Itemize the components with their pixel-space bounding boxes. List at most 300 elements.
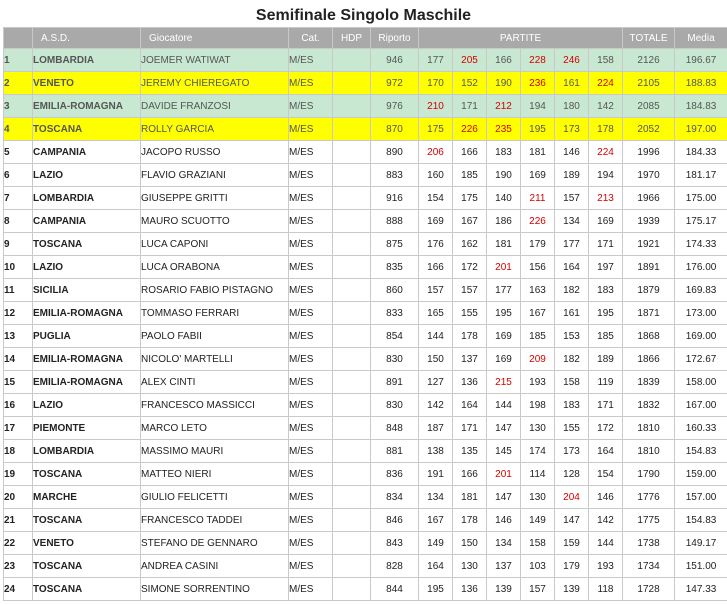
media-cell: 181.17 xyxy=(675,164,727,187)
game-score-cell: 179 xyxy=(521,233,555,256)
totale-cell: 1966 xyxy=(623,187,675,210)
game-score-cell: 215 xyxy=(487,371,521,394)
player-cell: JACOPO RUSSO xyxy=(141,141,289,164)
game-score-cell: 189 xyxy=(555,164,589,187)
hdp-cell xyxy=(333,187,371,210)
game-score-cell: 164 xyxy=(419,555,453,578)
game-score-cell: 137 xyxy=(453,348,487,371)
game-score-cell: 183 xyxy=(589,279,623,302)
game-score-cell: 160 xyxy=(419,164,453,187)
game-score-cell: 185 xyxy=(589,325,623,348)
pos-cell: 5 xyxy=(4,141,33,164)
game-score-cell: 195 xyxy=(487,302,521,325)
category-cell: M/ES xyxy=(289,279,333,302)
media-cell: 174.33 xyxy=(675,233,727,256)
category-cell: M/ES xyxy=(289,164,333,187)
pos-cell: 15 xyxy=(4,371,33,394)
totale-cell: 2126 xyxy=(623,49,675,72)
game-score-cell: 213 xyxy=(589,187,623,210)
game-score-cell: 171 xyxy=(453,95,487,118)
header-row xyxy=(4,28,727,49)
header-totale: TOTALE xyxy=(623,28,675,49)
game-score-cell: 128 xyxy=(555,463,589,486)
riporto-cell: 860 xyxy=(371,279,419,302)
asd-cell: CAMPANIA xyxy=(33,141,141,164)
game-score-cell: 228 xyxy=(521,49,555,72)
pos-cell: 9 xyxy=(4,233,33,256)
game-score-cell: 139 xyxy=(487,578,521,601)
totale-cell: 2105 xyxy=(623,72,675,95)
game-score-cell: 210 xyxy=(419,95,453,118)
player-cell: ROLLY GARCIA xyxy=(141,118,289,141)
hdp-cell xyxy=(333,302,371,325)
category-cell: M/ES xyxy=(289,440,333,463)
category-cell: M/ES xyxy=(289,95,333,118)
totale-cell: 1970 xyxy=(623,164,675,187)
game-score-cell: 140 xyxy=(487,187,521,210)
game-score-cell: 190 xyxy=(487,164,521,187)
game-score-cell: 235 xyxy=(487,118,521,141)
riporto-cell: 830 xyxy=(371,348,419,371)
game-score-cell: 152 xyxy=(453,72,487,95)
totale-cell: 2052 xyxy=(623,118,675,141)
game-score-cell: 194 xyxy=(521,95,555,118)
pos-cell: 12 xyxy=(4,302,33,325)
player-cell: ROSARIO FABIO PISTAGNO xyxy=(141,279,289,302)
media-cell: 176.00 xyxy=(675,256,727,279)
game-score-cell: 177 xyxy=(555,233,589,256)
player-cell: TOMMASO FERRARI xyxy=(141,302,289,325)
game-score-cell: 167 xyxy=(453,210,487,233)
hdp-cell xyxy=(333,486,371,509)
hdp-cell xyxy=(333,348,371,371)
hdp-cell xyxy=(333,532,371,555)
game-score-cell: 169 xyxy=(487,348,521,371)
asd-cell: LAZIO xyxy=(33,394,141,417)
table-row xyxy=(4,141,727,164)
player-cell: ALEX CINTI xyxy=(141,371,289,394)
asd-cell: LAZIO xyxy=(33,164,141,187)
media-cell: 167.00 xyxy=(675,394,727,417)
totale-cell: 1839 xyxy=(623,371,675,394)
player-cell: STEFANO DE GENNARO xyxy=(141,532,289,555)
asd-cell: EMILIA-ROMAGNA xyxy=(33,348,141,371)
game-score-cell: 119 xyxy=(589,371,623,394)
asd-cell: LOMBARDIA xyxy=(33,49,141,72)
game-score-cell: 185 xyxy=(453,164,487,187)
pos-cell: 22 xyxy=(4,532,33,555)
riporto-cell: 836 xyxy=(371,463,419,486)
game-score-cell: 206 xyxy=(419,141,453,164)
pos-cell: 19 xyxy=(4,463,33,486)
game-score-cell: 201 xyxy=(487,463,521,486)
asd-cell: SICILIA xyxy=(33,279,141,302)
game-score-cell: 205 xyxy=(453,49,487,72)
category-cell: M/ES xyxy=(289,325,333,348)
game-score-cell: 166 xyxy=(453,463,487,486)
game-score-cell: 130 xyxy=(521,486,555,509)
riporto-cell: 976 xyxy=(371,95,419,118)
player-cell: MATTEO NIERI xyxy=(141,463,289,486)
hdp-cell xyxy=(333,141,371,164)
media-cell: 154.83 xyxy=(675,509,727,532)
game-score-cell: 145 xyxy=(487,440,521,463)
pos-cell: 17 xyxy=(4,417,33,440)
game-score-cell: 164 xyxy=(555,256,589,279)
category-cell: M/ES xyxy=(289,141,333,164)
game-score-cell: 195 xyxy=(419,578,453,601)
game-score-cell: 161 xyxy=(555,302,589,325)
totale-cell: 1996 xyxy=(623,141,675,164)
category-cell: M/ES xyxy=(289,486,333,509)
game-score-cell: 147 xyxy=(487,417,521,440)
category-cell: M/ES xyxy=(289,555,333,578)
game-score-cell: 135 xyxy=(453,440,487,463)
riporto-cell: 888 xyxy=(371,210,419,233)
game-score-cell: 144 xyxy=(419,325,453,348)
header-pos xyxy=(4,28,33,49)
category-cell: M/ES xyxy=(289,578,333,601)
game-score-cell: 162 xyxy=(453,233,487,256)
game-score-cell: 167 xyxy=(521,302,555,325)
totale-cell: 1738 xyxy=(623,532,675,555)
game-score-cell: 175 xyxy=(419,118,453,141)
game-score-cell: 173 xyxy=(555,440,589,463)
player-cell: PAOLO FABII xyxy=(141,325,289,348)
totale-cell: 1891 xyxy=(623,256,675,279)
game-score-cell: 167 xyxy=(419,509,453,532)
game-score-cell: 181 xyxy=(453,486,487,509)
game-score-cell: 144 xyxy=(487,394,521,417)
game-score-cell: 189 xyxy=(589,348,623,371)
game-score-cell: 165 xyxy=(419,302,453,325)
game-score-cell: 169 xyxy=(521,164,555,187)
media-cell: 175.00 xyxy=(675,187,727,210)
game-score-cell: 179 xyxy=(555,555,589,578)
asd-cell: CAMPANIA xyxy=(33,210,141,233)
game-score-cell: 198 xyxy=(521,394,555,417)
game-score-cell: 181 xyxy=(487,233,521,256)
game-score-cell: 226 xyxy=(521,210,555,233)
game-score-cell: 211 xyxy=(521,187,555,210)
game-score-cell: 171 xyxy=(453,417,487,440)
game-score-cell: 193 xyxy=(589,555,623,578)
game-score-cell: 155 xyxy=(555,417,589,440)
totale-cell: 1734 xyxy=(623,555,675,578)
header-media: Media xyxy=(675,28,727,49)
player-cell: ANDREA CASINI xyxy=(141,555,289,578)
table-row xyxy=(4,164,727,187)
table-row xyxy=(4,394,727,417)
asd-cell: VENETO xyxy=(33,532,141,555)
game-score-cell: 158 xyxy=(589,49,623,72)
pos-cell: 13 xyxy=(4,325,33,348)
player-cell: NICOLO' MARTELLI xyxy=(141,348,289,371)
hdp-cell xyxy=(333,118,371,141)
riporto-cell: 846 xyxy=(371,509,419,532)
game-score-cell: 144 xyxy=(589,532,623,555)
category-cell: M/ES xyxy=(289,210,333,233)
category-cell: M/ES xyxy=(289,348,333,371)
hdp-cell xyxy=(333,417,371,440)
hdp-cell xyxy=(333,325,371,348)
game-score-cell: 191 xyxy=(419,463,453,486)
totale-cell: 1921 xyxy=(623,233,675,256)
hdp-cell xyxy=(333,394,371,417)
game-score-cell: 201 xyxy=(487,256,521,279)
game-score-cell: 134 xyxy=(419,486,453,509)
pos-cell: 4 xyxy=(4,118,33,141)
player-cell: GIULIO FELICETTI xyxy=(141,486,289,509)
table-row xyxy=(4,486,727,509)
pos-cell: 18 xyxy=(4,440,33,463)
riporto-cell: 875 xyxy=(371,233,419,256)
totale-cell: 1939 xyxy=(623,210,675,233)
game-score-cell: 138 xyxy=(419,440,453,463)
player-cell: FLAVIO GRAZIANI xyxy=(141,164,289,187)
media-cell: 154.83 xyxy=(675,440,727,463)
asd-cell: VENETO xyxy=(33,72,141,95)
pos-cell: 20 xyxy=(4,486,33,509)
asd-cell: TOSCANA xyxy=(33,463,141,486)
game-score-cell: 204 xyxy=(555,486,589,509)
pos-cell: 21 xyxy=(4,509,33,532)
hdp-cell xyxy=(333,256,371,279)
hdp-cell xyxy=(333,463,371,486)
hdp-cell xyxy=(333,210,371,233)
game-score-cell: 147 xyxy=(487,486,521,509)
game-score-cell: 150 xyxy=(453,532,487,555)
table-row xyxy=(4,348,727,371)
asd-cell: PIEMONTE xyxy=(33,417,141,440)
player-cell: GIUSEPPE GRITTI xyxy=(141,187,289,210)
header-asd: A.S.D. xyxy=(33,28,141,49)
game-score-cell: 195 xyxy=(521,118,555,141)
game-score-cell: 164 xyxy=(453,394,487,417)
game-score-cell: 161 xyxy=(555,72,589,95)
riporto-cell: 870 xyxy=(371,118,419,141)
game-score-cell: 183 xyxy=(555,394,589,417)
category-cell: M/ES xyxy=(289,72,333,95)
player-cell: FRANCESCO MASSICCI xyxy=(141,394,289,417)
category-cell: M/ES xyxy=(289,509,333,532)
asd-cell: EMILIA-ROMAGNA xyxy=(33,302,141,325)
totale-cell: 1810 xyxy=(623,417,675,440)
riporto-cell: 890 xyxy=(371,141,419,164)
table-row xyxy=(4,256,727,279)
game-score-cell: 173 xyxy=(555,118,589,141)
table-row xyxy=(4,210,727,233)
game-score-cell: 178 xyxy=(453,509,487,532)
game-score-cell: 149 xyxy=(419,532,453,555)
riporto-cell: 916 xyxy=(371,187,419,210)
game-score-cell: 170 xyxy=(419,72,453,95)
player-cell: MAURO SCUOTTO xyxy=(141,210,289,233)
totale-cell: 1790 xyxy=(623,463,675,486)
player-cell: SIMONE SORRENTINO xyxy=(141,578,289,601)
totale-cell: 1879 xyxy=(623,279,675,302)
table-row xyxy=(4,187,727,210)
media-cell: 175.17 xyxy=(675,210,727,233)
game-score-cell: 224 xyxy=(589,72,623,95)
game-score-cell: 183 xyxy=(487,141,521,164)
game-score-cell: 154 xyxy=(419,187,453,210)
pos-cell: 6 xyxy=(4,164,33,187)
game-score-cell: 127 xyxy=(419,371,453,394)
riporto-cell: 946 xyxy=(371,49,419,72)
asd-cell: PUGLIA xyxy=(33,325,141,348)
game-score-cell: 172 xyxy=(589,417,623,440)
pos-cell: 2 xyxy=(4,72,33,95)
game-score-cell: 169 xyxy=(487,325,521,348)
table-row xyxy=(4,532,727,555)
media-cell: 169.83 xyxy=(675,279,727,302)
media-cell: 184.33 xyxy=(675,141,727,164)
totale-cell: 2085 xyxy=(623,95,675,118)
game-score-cell: 178 xyxy=(589,118,623,141)
game-score-cell: 180 xyxy=(555,95,589,118)
game-score-cell: 157 xyxy=(453,279,487,302)
riporto-cell: 848 xyxy=(371,417,419,440)
table-row xyxy=(4,279,727,302)
game-score-cell: 197 xyxy=(589,256,623,279)
player-cell: MARCO LETO xyxy=(141,417,289,440)
asd-cell: TOSCANA xyxy=(33,233,141,256)
game-score-cell: 142 xyxy=(589,95,623,118)
media-cell: 147.33 xyxy=(675,578,727,601)
game-score-cell: 157 xyxy=(419,279,453,302)
totale-cell: 1871 xyxy=(623,302,675,325)
game-score-cell: 174 xyxy=(521,440,555,463)
game-score-cell: 146 xyxy=(589,486,623,509)
media-cell: 158.00 xyxy=(675,371,727,394)
header-cat: Cat. xyxy=(289,28,333,49)
game-score-cell: 176 xyxy=(419,233,453,256)
game-score-cell: 163 xyxy=(521,279,555,302)
asd-cell: MARCHE xyxy=(33,486,141,509)
game-score-cell: 155 xyxy=(453,302,487,325)
category-cell: M/ES xyxy=(289,532,333,555)
riporto-cell: 854 xyxy=(371,325,419,348)
media-cell: 196.67 xyxy=(675,49,727,72)
riporto-cell: 843 xyxy=(371,532,419,555)
hdp-cell xyxy=(333,279,371,302)
table-row xyxy=(4,578,727,601)
hdp-cell xyxy=(333,555,371,578)
game-score-cell: 156 xyxy=(521,256,555,279)
table-row xyxy=(4,49,727,72)
hdp-cell xyxy=(333,49,371,72)
game-score-cell: 130 xyxy=(521,417,555,440)
game-score-cell: 212 xyxy=(487,95,521,118)
game-score-cell: 154 xyxy=(589,463,623,486)
hdp-cell xyxy=(333,371,371,394)
game-score-cell: 103 xyxy=(521,555,555,578)
riporto-cell: 830 xyxy=(371,394,419,417)
riporto-cell: 833 xyxy=(371,302,419,325)
game-score-cell: 134 xyxy=(555,210,589,233)
results-body xyxy=(4,49,727,601)
media-cell: 197.00 xyxy=(675,118,727,141)
pos-cell: 16 xyxy=(4,394,33,417)
table-row xyxy=(4,72,727,95)
riporto-cell: 834 xyxy=(371,486,419,509)
asd-cell: EMILIA-ROMAGNA xyxy=(33,95,141,118)
game-score-cell: 195 xyxy=(589,302,623,325)
pos-cell: 11 xyxy=(4,279,33,302)
asd-cell: TOSCANA xyxy=(33,118,141,141)
table-row xyxy=(4,371,727,394)
game-score-cell: 166 xyxy=(453,141,487,164)
game-score-cell: 169 xyxy=(589,210,623,233)
category-cell: M/ES xyxy=(289,394,333,417)
hdp-cell xyxy=(333,578,371,601)
asd-cell: TOSCANA xyxy=(33,578,141,601)
riporto-cell: 891 xyxy=(371,371,419,394)
hdp-cell xyxy=(333,233,371,256)
table-row xyxy=(4,95,727,118)
game-score-cell: 158 xyxy=(555,371,589,394)
pos-cell: 14 xyxy=(4,348,33,371)
game-score-cell: 153 xyxy=(555,325,589,348)
media-cell: 172.67 xyxy=(675,348,727,371)
asd-cell: EMILIA-ROMAGNA xyxy=(33,371,141,394)
category-cell: M/ES xyxy=(289,49,333,72)
player-cell: DAVIDE FRANZOSI xyxy=(141,95,289,118)
results-table xyxy=(3,27,727,601)
game-score-cell: 139 xyxy=(555,578,589,601)
category-cell: M/ES xyxy=(289,187,333,210)
hdp-cell xyxy=(333,164,371,187)
pos-cell: 10 xyxy=(4,256,33,279)
pos-cell: 3 xyxy=(4,95,33,118)
game-score-cell: 186 xyxy=(487,210,521,233)
category-cell: M/ES xyxy=(289,417,333,440)
media-cell: 173.00 xyxy=(675,302,727,325)
category-cell: M/ES xyxy=(289,463,333,486)
game-score-cell: 159 xyxy=(555,532,589,555)
asd-cell: TOSCANA xyxy=(33,555,141,578)
game-score-cell: 134 xyxy=(487,532,521,555)
game-score-cell: 175 xyxy=(453,187,487,210)
table-row xyxy=(4,463,727,486)
game-score-cell: 149 xyxy=(521,509,555,532)
totale-cell: 1810 xyxy=(623,440,675,463)
player-cell: JOEMER WATIWAT xyxy=(141,49,289,72)
riporto-cell: 828 xyxy=(371,555,419,578)
game-score-cell: 172 xyxy=(453,256,487,279)
media-cell: 149.17 xyxy=(675,532,727,555)
game-score-cell: 181 xyxy=(521,141,555,164)
table-row xyxy=(4,417,727,440)
totale-cell: 1775 xyxy=(623,509,675,532)
game-score-cell: 114 xyxy=(521,463,555,486)
category-cell: M/ES xyxy=(289,233,333,256)
media-cell: 169.00 xyxy=(675,325,727,348)
pos-cell: 8 xyxy=(4,210,33,233)
category-cell: M/ES xyxy=(289,118,333,141)
game-score-cell: 142 xyxy=(419,394,453,417)
game-score-cell: 137 xyxy=(487,555,521,578)
table-row xyxy=(4,325,727,348)
hdp-cell xyxy=(333,72,371,95)
totale-cell: 1868 xyxy=(623,325,675,348)
pos-cell: 23 xyxy=(4,555,33,578)
game-score-cell: 193 xyxy=(521,371,555,394)
game-score-cell: 164 xyxy=(589,440,623,463)
game-score-cell: 190 xyxy=(487,72,521,95)
asd-cell: LOMBARDIA xyxy=(33,187,141,210)
